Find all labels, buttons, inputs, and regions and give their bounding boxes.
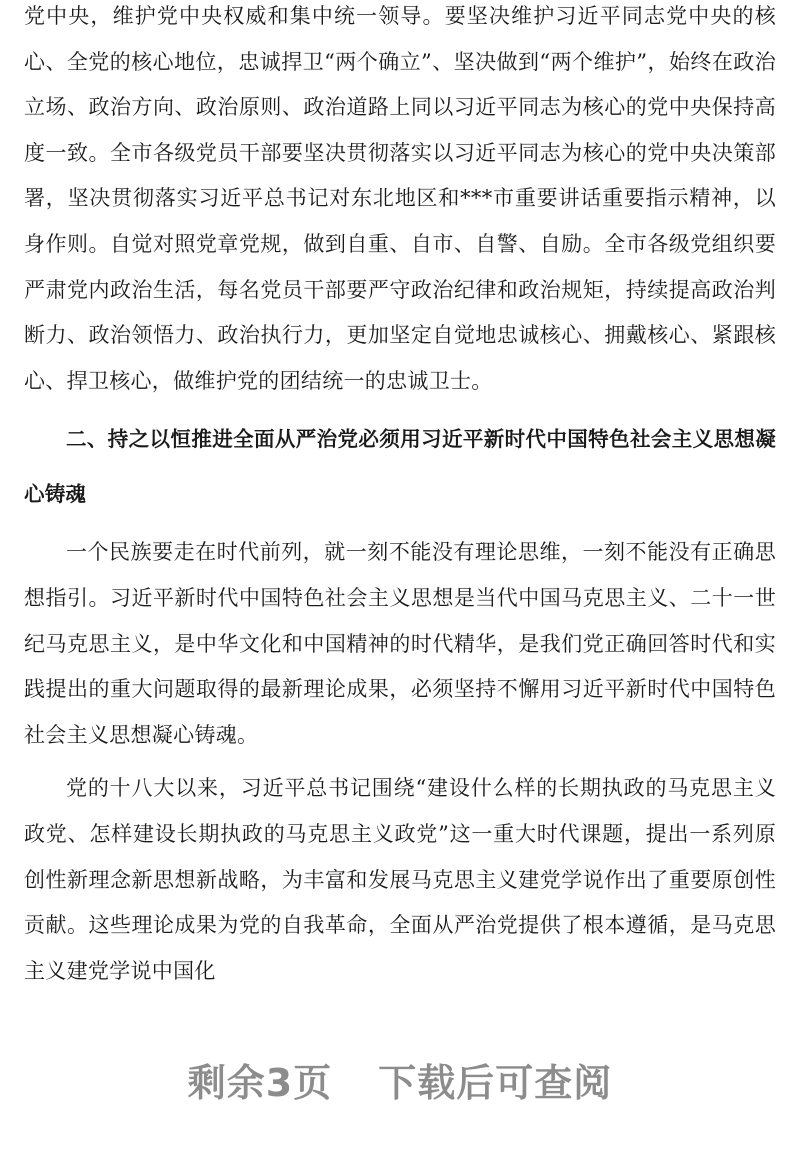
paragraph-eighteenth-congress: 党的十八大以来，习近平总书记围绕“建设什么样的长期执政的马克思主义政党、怎样建设长期执政的马克思主义政党”这一重大时代课题，提出一系列原创性新理念新思想新战略，为丰富和发展马克思主义建党学说作出了重要原创性贡献。这些理论成果为党的自我革命，全面从严治党提供了根本遵循，是马克思主义建党学说中国化: [24, 776, 776, 983]
download-banner[interactable]: [0, 1052, 800, 1107]
paragraph-theory: 一个民族要走在时代前列，就一刻不能没有理论思维，一刻不能没有正确思想指引。习近平新时代中国特色社会主义思想是当代中国马克思主义、二十一世纪马克思主义，是中华文化和中国精神的时代精华，是我们党正确回答时代和实践提出的重大问题取得的最新理论成果，必须坚持不懈用习近平新时代中国特色社会主义思想凝心铸魂。: [24, 540, 776, 747]
remaining-pages-label: 剩余3页: [187, 1061, 333, 1105]
section-heading: 二、持之以恒推进全面从严治党必须用习近平新时代中国特色社会主义思想凝心铸魂: [24, 427, 776, 507]
download-hint-label: 下载后可查阅: [378, 1061, 613, 1105]
document-body: [24, 0, 776, 994]
paragraph-continuation: 党中央，维护党中央权威和集中统一领导。要坚决维护习近平同志党中央的核心、全党的核心地位，忠诚捍卫“两个确立”、坚决做到“两个维护”，始终在政治立场、政治方向、政治原则、政治道路上同以习近平同志为核心的党中央保持高度一致。全市各级党员干部要坚决贯彻落实以习近平同志为核心的党中央决策部署，坚决贯彻落实习近平总书记对东北地区和***市重要讲话重要指示精神，以身作则。自觉对照党章党规，做到自重、自市、自警、自励。全市各级党组织要严肃党内政治生活，每名党员干部要严守政治纪律和政治规矩，持续提高政治判断力、政治领悟力、政治执行力，更加坚定自觉地忠诚核心、拥戴核心、紧跟核心、捍卫核心，做维护党的团结统一的忠诚卫士。: [24, 4, 776, 393]
